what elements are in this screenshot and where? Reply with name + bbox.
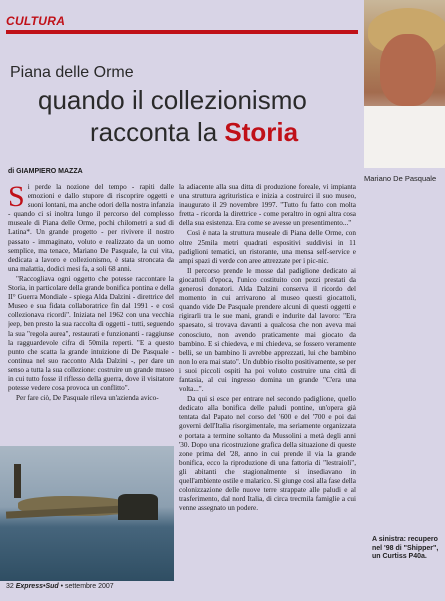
article-title-line2 [90, 117, 298, 148]
paragraph: Per fare ciò, De Pasquale rileva un'azienda avico- [16, 394, 159, 403]
article-title-line1: quando il collezionismo [38, 85, 307, 115]
section-rule [6, 30, 358, 34]
page-footer [6, 583, 114, 590]
title-prefix: racconta la [90, 117, 225, 147]
title-highlight: Storia [224, 117, 299, 147]
people-shape [118, 494, 158, 520]
text-column-1 [8, 183, 174, 448]
issue-date: • settembre 2007 [60, 583, 114, 590]
article-kicker: Piana delle Orme [10, 64, 134, 81]
aircraft-caption: A sinistra: recupero nel '98 di "Shipper", un Curtiss P40a. [372, 536, 439, 560]
byline: di GIAMPIERO MAZZA [8, 168, 83, 175]
aircraft-photo [0, 446, 174, 581]
paragraph: Il percorso prende le mosse dal padiglione dedicato ai giocattoli d'epoca, l'unico costituito con pezzi prestati da generosi donatori. Alda Dalzini conserva il ricordo del momento in cui arrivarono al museo questi giocattoli, quando vide De Pasquale prendere alcuni di questi oggetti e rigirarli tra le sue mani, grandi e indurite dal lavoro: "Era spaesato, si trovava davanti a qualcosa che non aveva mai conosciuto, non avendo praticamente mai giocato da bambino. E si chiedeva, e mi chiedeva, se fossero veramente belli, se un bambino li avrebbe apprezzati, lui che bambino non lo era mai stato". Un dubbio risolto positivamente, se per i suoi piccoli ospiti ha poi voluto costruire una città di fantasia, al cui ingresso domina un grande "C'era una volta...". [179, 266, 356, 394]
portrait-photo [364, 0, 445, 168]
paragraph: i perde la nozione del tempo - rapiti dalle emozioni e dallo stupore di riscoprire oggetti e suoni lontani, ma anche odori della nostra infanzia - quando ci si inoltra lungo il percorso del complesso museale di Piana delle Orme, pochi chilometri a sud di Latina*. Un grande progetto - per rivivere il nostro passato - immaginato, voluto e realizzato da un uomo semplice, ma tenace, Mariano De Pasquale, la cui vita, dedicata a lavoro e collezionismo, è stata stroncata da una malattia, dodici mesi fa, a soli 68 anni. [8, 183, 174, 273]
page-number: 32 [6, 583, 14, 590]
drop-cap: S [8, 183, 25, 213]
portrait-caption: Mariano De Pasquale [364, 174, 437, 183]
face-shape [380, 34, 436, 106]
paragraph: Così è nata la struttura museale di Piana delle Orme, con oltre 25mila metri quadrati espositivi suddivisi in 11 padiglioni tematici, un ristorante, una mensa self-service e ampi spazi di verde con aree attrezzate per i pic-nic. [179, 229, 356, 265]
paragraph: Da qui si esce per entrare nel secondo padiglione, quello dedicato alla bonifica delle paludi pontine, un'opera già tentata dal Papato nel corso del '600 e del '700 e poi dai governi dell'Italia risorgimentale, ma seriamente organizzata e portata a termine soltanto da Mussolini a metà degli anni '30. Dopo una ricostruzione grafica della situazione di queste zone prima del '28, anno in cui prende il via la grande bonifica, ecco la riproduzione di una fattoria di "lestraioli", gli abitanti che stagionalmente si insediavano in quell'ambiente ostile e malarico. Si giunge così alla fase della colonizzazione delle nuove terre strappate alle paludi e al trasferimento, dal nord Italia, di circa trecmila famiglie a cui venne assegnato un podere. [179, 395, 356, 513]
shirt-shape [364, 106, 445, 168]
magazine-name: Express•Sud [15, 583, 59, 590]
section-label: CULTURA [6, 14, 66, 28]
paragraph: la adiacente alla sua ditta di produzione foreale, vi impianta una struttura agrituristica e inizia a costruirci il suo museo, inaugurato il 29 novembre 1997. "Tutto fu fatto con molta fretta - ricorda la direttrice - come peraltro in ogni altra cosa della sua esistenza. Era come se avesse un presentimento..." [179, 183, 356, 228]
plane-tail-shape [14, 464, 21, 498]
text-column-2 [179, 183, 356, 578]
paragraph: "Raccogliava ogni oggetto che potesse raccontare la Storia, in particolare della grande bonifica pontina e della II° Guerra Mondiale - spiega Alda Dalzini - direttrice del Museo e sua fidata collaboratrice fin dal 1991 - e così collezionava ricordi". Iniziata nel 1962 con una vecchia jeep, ben presto la sua raccolta di oggetti - tutti, seguendo la sua "regola aurea", restaurati e funzionanti - raggiunse la ragguardevole cifra di 50mila reperti. "E a questo punto che scatta la grande intuizione di De Pasquale - continua nel suo racconto Alda Dalzini -, per dare un senso a tutta la sua collezione: costruire un grande museo in cui tutto fosse il riflesso della guerra, dove il visitatore potesse vedere cosa provoca un conflitto". [8, 274, 174, 393]
